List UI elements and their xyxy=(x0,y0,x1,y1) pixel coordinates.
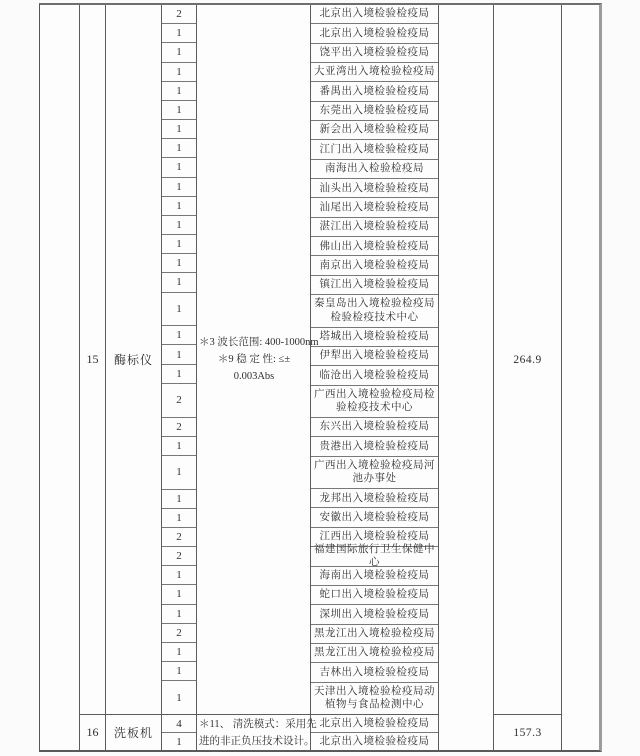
org-cell: 东莞出入境检验检疫局 xyxy=(311,102,438,121)
item-block-15 xyxy=(40,5,599,714)
qty-cell: 1 xyxy=(162,456,196,490)
org-cell: 南京出入境检验检疫局 xyxy=(311,256,438,275)
qty-cell: 1 xyxy=(162,293,196,327)
org-cell: 北京出入境检验检疫局 xyxy=(311,5,438,24)
org-cell: 黑龙江出入境检验检疫局 xyxy=(311,625,438,644)
spec-line: ＊3 波长范围: 400-1000nm xyxy=(199,337,319,348)
price-cell: 264.9 xyxy=(494,5,562,714)
org-cell: 秦皇岛出入境检验检疫局检验检疫技术中心 xyxy=(311,295,438,327)
org-cell: 北京出入境检验检疫局 xyxy=(311,715,438,733)
item-no: 15 xyxy=(80,5,106,714)
org-cell: 福建国际旅行卫生保健中心 xyxy=(311,547,438,566)
qty-cell: 1 xyxy=(162,101,196,120)
item-block-16 xyxy=(40,714,599,750)
qty-column xyxy=(162,714,197,750)
org-cell: 天津出入境检验检疫局动植物与食品检测中心 xyxy=(314,685,435,711)
org-cell: 安徽出入境检验检疫局 xyxy=(311,508,438,527)
org-cell: 深圳出入境检验检疫局 xyxy=(311,605,438,624)
org-cell: 大亚湾出入境检验检疫局 xyxy=(311,63,438,82)
org-cell: 南海出入检验检疫局 xyxy=(311,160,438,179)
org-cell: 龙邦出入境检验检疫局 xyxy=(311,489,438,508)
org-cell: 湛江出入境检验检疫局 xyxy=(311,218,438,237)
qty-cell: 1 xyxy=(162,120,196,139)
org-cell: 临沧出入境检验检疫局 xyxy=(311,366,438,385)
qty-cell: 1 xyxy=(162,178,196,197)
spec-cell xyxy=(197,714,317,750)
org-cell: 黑龙江出入境检验检疫局 xyxy=(311,644,438,663)
org-cell: 佛山出入境检验检疫局 xyxy=(311,237,438,256)
spec-line: ＊9 稳 定 性: ≤± xyxy=(217,354,291,365)
qty-cell: 1 xyxy=(162,566,196,585)
org-cell: 广西出入境检验检疫局河池办事处 xyxy=(311,457,438,489)
org-cell: 广西出入境检验检疫局检验检疫技术中心 xyxy=(311,386,438,418)
price-cell: 157.3 xyxy=(494,714,562,750)
qty-cell: 2 xyxy=(162,547,196,566)
spec-cell xyxy=(197,5,319,714)
qty-cell: 1 xyxy=(162,437,196,456)
org-cell: 蛇口出入境检验检疫局 xyxy=(311,586,438,605)
qty-cell: 1 xyxy=(162,197,196,216)
org-cell: 新会出入境检验检疫局 xyxy=(311,121,438,140)
org-cell: 镇江出入境检验检疫局 xyxy=(311,276,438,295)
qty-cell: 1 xyxy=(162,43,196,62)
org-column xyxy=(311,714,439,750)
qty-cell: 1 xyxy=(162,273,196,292)
org-cell: 江西出入境检验检疫局 xyxy=(311,528,438,547)
org-cell: 贵港出入境检验检疫局 xyxy=(311,437,438,456)
org-cell: 东兴出入境检验检疫局 xyxy=(311,418,438,437)
qty-cell: 1 xyxy=(162,605,196,624)
qty-cell: 1 xyxy=(162,585,196,604)
qty-cell: 2 xyxy=(162,418,196,437)
org-cell: 江门出入境检验检疫局 xyxy=(311,140,438,159)
qty-cell: 4 xyxy=(162,715,196,733)
org-cell: 北京出入境检验检疫局 xyxy=(319,735,430,747)
qty-cell: 1 xyxy=(162,643,196,662)
qty-cell: 1 xyxy=(162,158,196,177)
qty-cell: 1 xyxy=(162,24,196,43)
qty-cell: 1 xyxy=(162,82,196,101)
org-cell: 饶平出入境检验检疫局 xyxy=(311,44,438,63)
item-no: 16 xyxy=(80,714,106,750)
spec-line: ＊11、 清洗模式：采用先 xyxy=(199,718,317,730)
org-cell: 伊犁出入境检验检疫局 xyxy=(311,347,438,366)
qty-cell: 2 xyxy=(162,384,196,418)
qty-cell: 1 xyxy=(162,509,196,528)
qty-cell: 2 xyxy=(162,528,196,547)
org-cell: 吉林出入境检验检疫局 xyxy=(311,663,438,682)
qty-column xyxy=(162,5,197,714)
org-cell: 汕头出入境检验检疫局 xyxy=(311,179,438,198)
org-cell: 海南出入境检验检疫局 xyxy=(311,567,438,586)
qty-cell: 1 xyxy=(162,345,196,364)
qty-cell: 1 xyxy=(162,235,196,254)
qty-cell: 1 xyxy=(162,254,196,273)
item-name: 酶标仪 xyxy=(106,5,162,714)
org-cell: 北京出入境检验检疫局 xyxy=(311,24,438,43)
qty-cell: 2 xyxy=(162,624,196,643)
spec-line: 进的非正负压技术设计。 xyxy=(199,735,315,747)
qty-cell: 1 xyxy=(162,490,196,509)
qty-cell: 1 xyxy=(176,691,182,704)
qty-cell: 1 xyxy=(162,139,196,158)
item-name: 洗板机 xyxy=(106,714,162,750)
qty-cell: 1 xyxy=(162,63,196,82)
qty-cell: 2 xyxy=(162,5,196,24)
qty-cell: 1 xyxy=(162,662,196,681)
procurement-table xyxy=(39,3,602,752)
org-column xyxy=(311,5,439,714)
qty-cell: 1 xyxy=(176,735,182,748)
qty-cell: 1 xyxy=(162,326,196,345)
org-cell: 塔城出入境检验检疫局 xyxy=(311,328,438,347)
qty-cell: 1 xyxy=(162,365,196,384)
spec-line: 0.003Abs xyxy=(233,371,275,382)
org-cell: 番禺出入境检验检疫局 xyxy=(311,82,438,101)
org-cell: 汕尾出入境检验检疫局 xyxy=(311,198,438,217)
qty-cell: 1 xyxy=(162,216,196,235)
